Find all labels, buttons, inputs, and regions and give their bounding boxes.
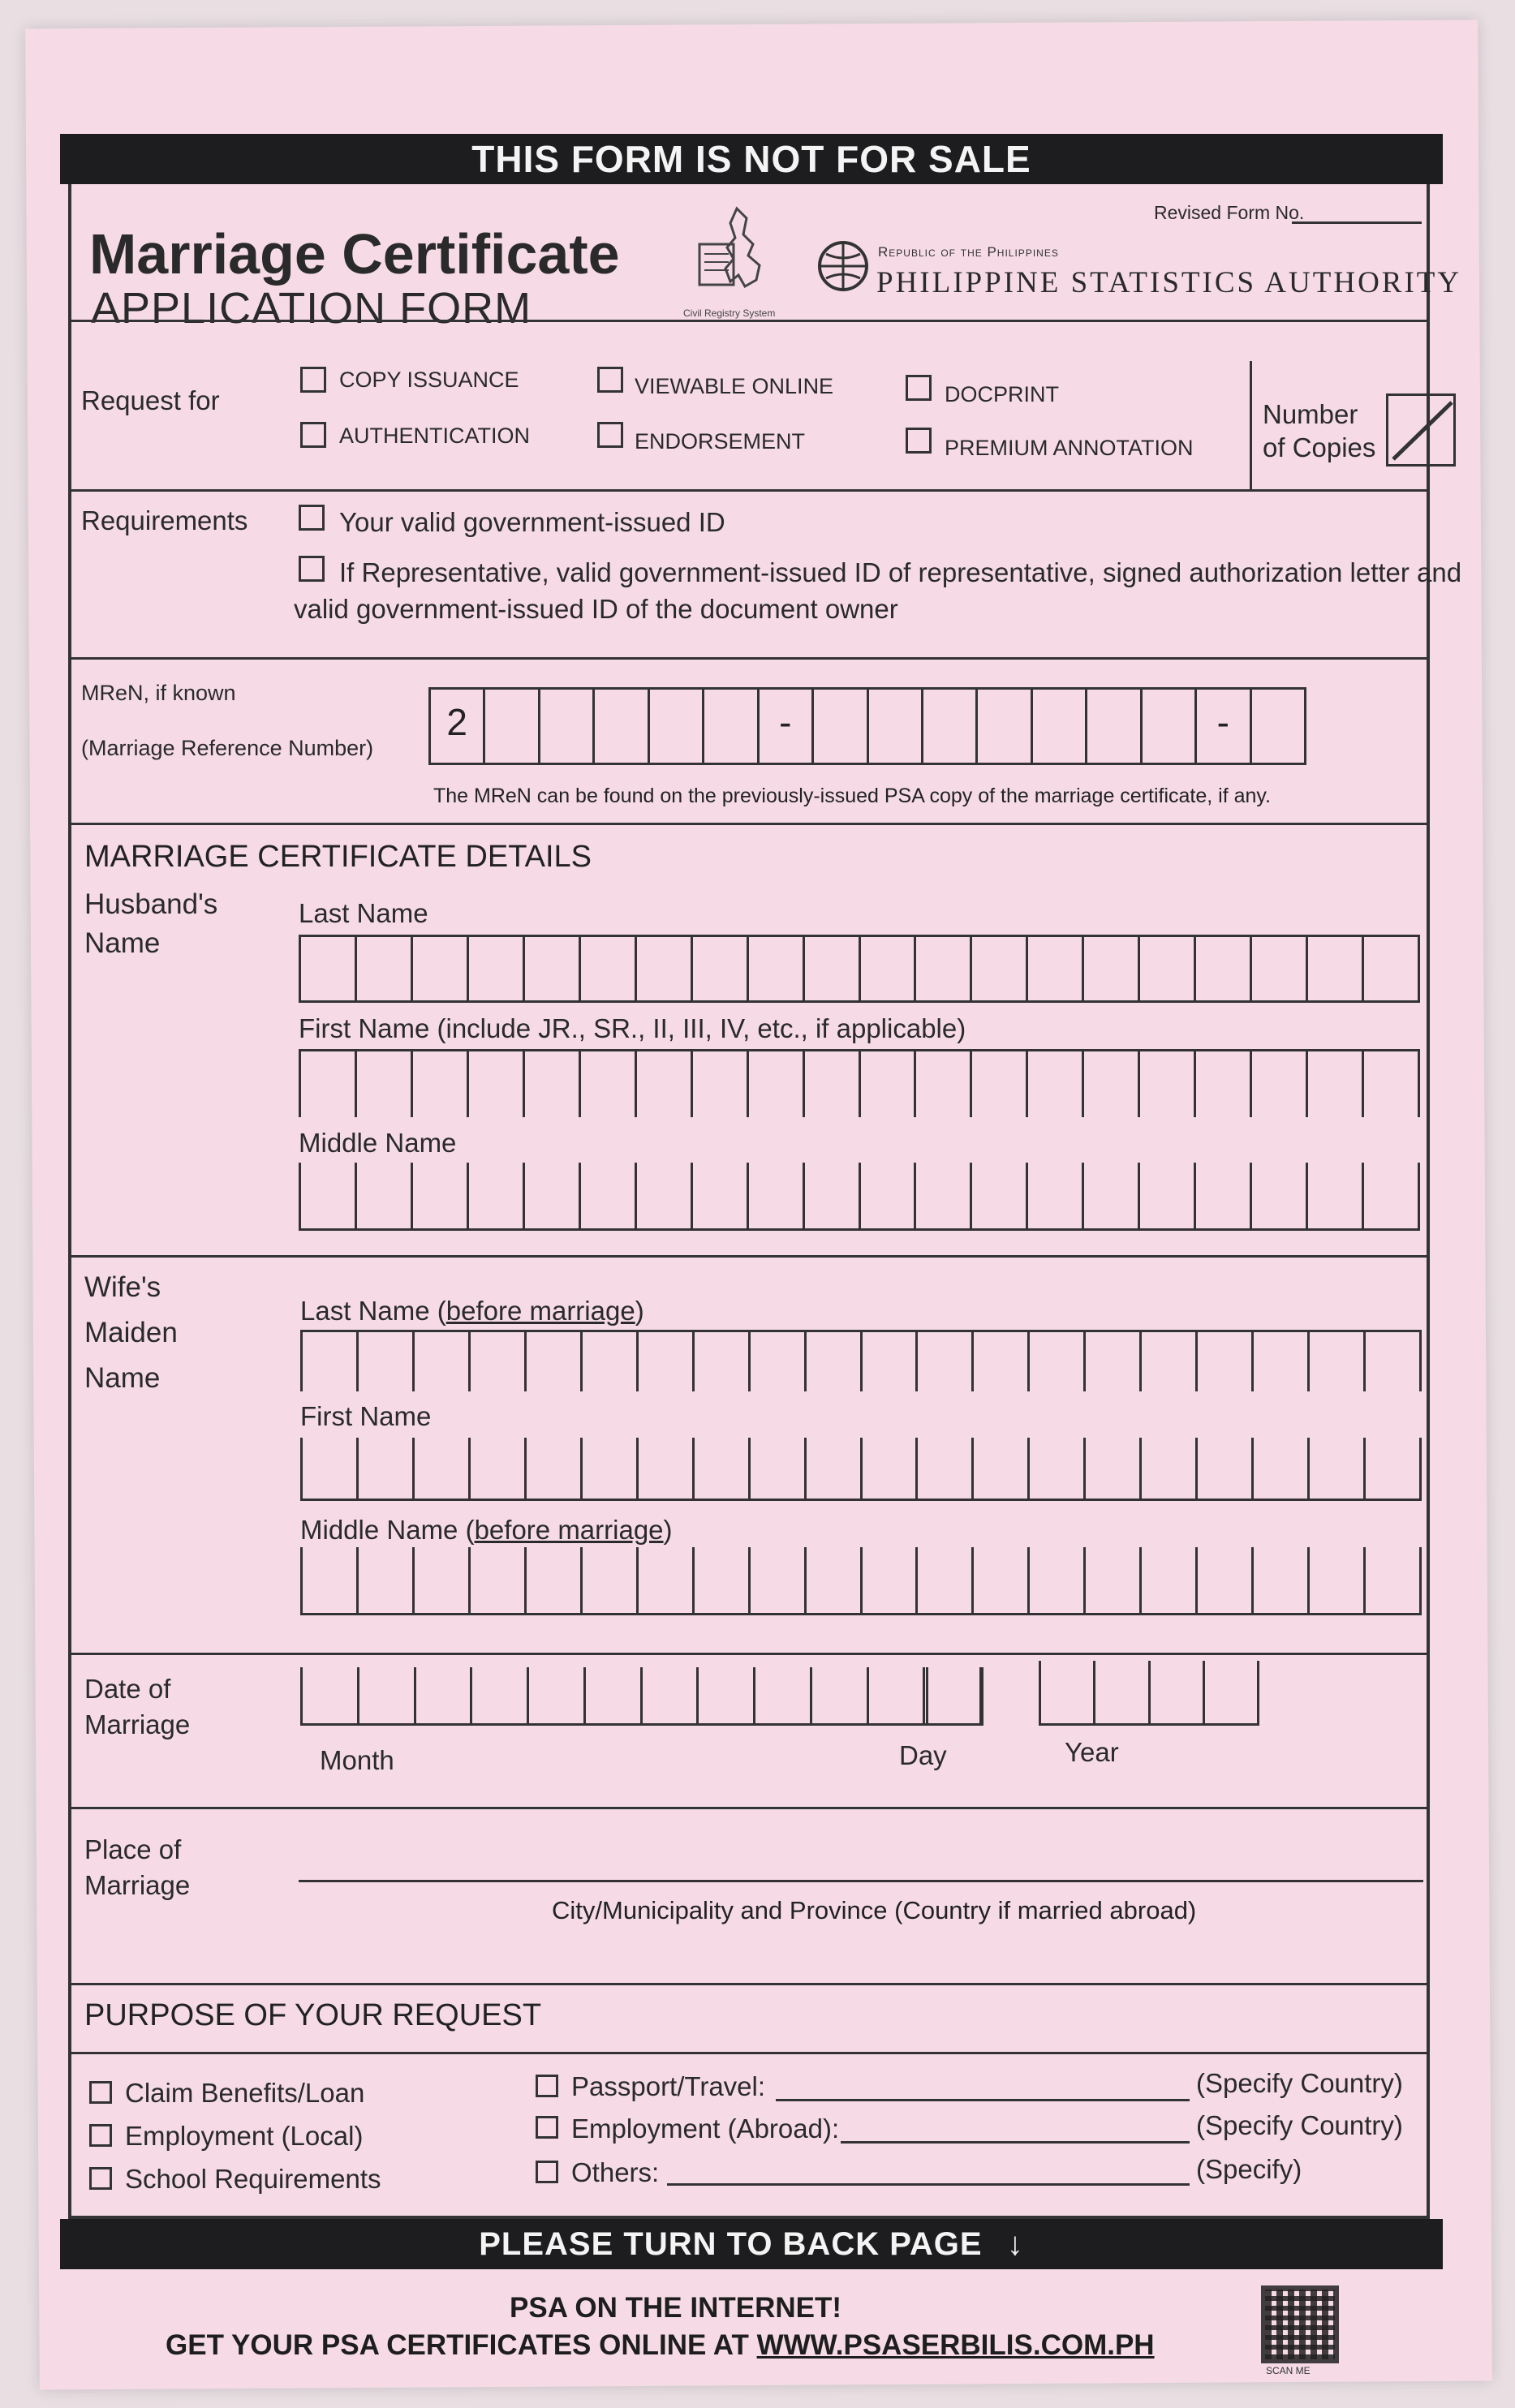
request-for-label: Request for	[81, 385, 220, 415]
copies-label-2: of Copies	[1263, 432, 1376, 462]
others-checkbox[interactable]	[536, 2161, 558, 2183]
employment-hint: (Specify Country)	[1196, 2110, 1403, 2140]
revised-form-field[interactable]	[1292, 221, 1422, 224]
passport-hint: (Specify Country)	[1196, 2068, 1403, 2098]
others-label: Others:	[571, 2157, 660, 2187]
employment-country-field[interactable]	[841, 2141, 1190, 2144]
husband-last-name-label: Last Name	[299, 898, 428, 928]
day-boxes[interactable]	[873, 1667, 983, 1726]
others-specify-field[interactable]	[667, 2183, 1190, 2186]
place-label-2: Marriage	[84, 1870, 191, 1900]
premium-annotation-checkbox[interactable]	[906, 428, 932, 454]
divider	[71, 489, 1427, 492]
application-form	[60, 134, 1462, 2376]
mren-label: MReN, if known	[81, 681, 236, 705]
wife-label-2: Maiden	[84, 1317, 178, 1348]
agency-name: PHILIPPINE STATISTICS AUTHORITY	[876, 266, 1462, 299]
wife-first-name-label: First Name	[300, 1401, 432, 1431]
turn-page-banner	[60, 2219, 1443, 2269]
month-caption: Month	[320, 1745, 394, 1775]
wife-last-name-label: Last Name (before marriage)	[300, 1296, 644, 1326]
purpose-section-title: PURPOSE OF YOUR REQUEST	[84, 1998, 542, 2032]
others-hint: (Specify)	[1196, 2154, 1302, 2184]
premium-annotation-label: PREMIUM ANNOTATION	[945, 436, 1194, 460]
husband-middle-name-label: Middle Name	[299, 1128, 457, 1158]
representative-line1: If Representative, valid government-issued ID of representative, signed authorization letter and	[339, 557, 1462, 587]
form-subtitle: APPLICATION FORM	[91, 284, 532, 333]
republic-text: Republic of the Philippines	[878, 244, 1059, 260]
passport-country-field[interactable]	[776, 2099, 1190, 2101]
employment-abroad-label: Employment (Abroad):	[571, 2113, 840, 2144]
place-of-marriage-field[interactable]	[299, 1880, 1423, 1882]
husband-label-2: Name	[84, 927, 161, 959]
form-frame	[68, 184, 1462, 2219]
copies-label-1: Number	[1263, 399, 1358, 429]
mren-dash: -	[760, 690, 814, 763]
representative-checkbox[interactable]	[299, 556, 325, 582]
details-section-title: MARRIAGE CERTIFICATE DETAILS	[84, 840, 592, 874]
form-title: Marriage Certificate	[89, 222, 620, 286]
claim-benefits-label: Claim Benefits/Loan	[125, 2078, 365, 2108]
divider	[71, 1807, 1427, 1809]
endorsement-checkbox[interactable]	[597, 422, 623, 448]
revised-form-label: Revised Form No.	[1154, 202, 1305, 223]
mren-box-row[interactable]	[428, 687, 1306, 765]
divider	[71, 1255, 1427, 1258]
viewable-online-label: VIEWABLE ONLINE	[635, 374, 834, 398]
place-caption: City/Municipality and Province (Country if married abroad)	[552, 1896, 1197, 1924]
valid-id-checkbox[interactable]	[299, 505, 325, 531]
mren-digit: 2	[431, 690, 485, 763]
divider	[71, 320, 1427, 322]
psaserbilis-link[interactable]: WWW.PSASERBILIS.COM.PH	[756, 2329, 1155, 2361]
place-label-1: Place of	[84, 1834, 182, 1864]
husband-first-name-label: First Name (include JR., SR., II, III, IV, etc., if applicable)	[299, 1013, 966, 1043]
psa-globe-icon	[816, 239, 870, 293]
mren-note: The MReN can be found on the previously-issued PSA copy of the marriage certificate, if any.	[433, 785, 1272, 807]
employment-local-checkbox[interactable]	[89, 2124, 112, 2147]
divider	[71, 657, 1427, 660]
representative-line2: valid government-issued ID of the document owner	[294, 594, 898, 624]
husband-last-name-boxes[interactable]	[299, 935, 1420, 1003]
school-requirements-checkbox[interactable]	[89, 2167, 112, 2190]
divider	[1250, 361, 1252, 489]
claim-benefits-checkbox[interactable]	[89, 2081, 112, 2104]
year-boxes[interactable]	[1039, 1661, 1259, 1726]
passport-travel-label: Passport/Travel:	[571, 2071, 766, 2101]
wife-label-3: Name	[84, 1362, 161, 1394]
passport-travel-checkbox[interactable]	[536, 2075, 558, 2097]
number-of-copies-field[interactable]	[1386, 393, 1456, 467]
philippines-map-logo	[688, 202, 794, 307]
scan-me-label: SCAN ME	[1266, 2365, 1311, 2376]
arrow-down-icon: ↓	[1006, 2226, 1024, 2262]
copy-issuance-label: COPY ISSUANCE	[339, 368, 519, 392]
date-label-2: Marriage	[84, 1709, 191, 1739]
wife-first-name-boxes[interactable]	[300, 1438, 1422, 1501]
authentication-checkbox[interactable]	[300, 422, 326, 448]
divider	[71, 823, 1427, 825]
authentication-label: AUTHENTICATION	[339, 424, 530, 448]
wife-label-1: Wife's	[84, 1271, 161, 1303]
wife-middle-name-boxes[interactable]	[300, 1547, 1422, 1615]
requirements-label: Requirements	[81, 505, 248, 535]
divider	[71, 1653, 1427, 1655]
husband-first-name-boxes[interactable]	[299, 1049, 1420, 1117]
docprint-checkbox[interactable]	[906, 375, 932, 401]
employment-abroad-checkbox[interactable]	[536, 2116, 558, 2139]
turn-page-text: PLEASE TURN TO BACK PAGE	[479, 2226, 983, 2262]
husband-middle-name-boxes[interactable]	[299, 1163, 1420, 1231]
school-requirements-label: School Requirements	[125, 2164, 381, 2194]
mren-dash: -	[1197, 690, 1251, 763]
online-prefix: GET YOUR PSA CERTIFICATES ONLINE AT	[166, 2329, 749, 2361]
online-line	[166, 2329, 1155, 2362]
endorsement-label: ENDORSEMENT	[635, 429, 806, 454]
husband-label-1: Husband's	[84, 888, 218, 920]
mren-sublabel: (Marriage Reference Number)	[81, 736, 374, 760]
qr-code-icon[interactable]	[1261, 2285, 1339, 2363]
date-label-1: Date of	[84, 1674, 171, 1704]
employment-local-label: Employment (Local)	[125, 2121, 364, 2151]
viewable-online-checkbox[interactable]	[597, 367, 623, 393]
year-caption: Year	[1065, 1737, 1119, 1767]
crs-logo-text: Civil Registry System	[683, 307, 776, 319]
day-caption: Day	[899, 1740, 947, 1770]
wife-last-name-boxes[interactable]	[300, 1330, 1422, 1391]
divider	[71, 2052, 1427, 2054]
valid-id-label: Your valid government-issued ID	[339, 507, 725, 537]
wife-middle-name-label: Middle Name (before marriage)	[300, 1515, 673, 1545]
not-for-sale-banner: THIS FORM IS NOT FOR SALE	[60, 134, 1443, 184]
docprint-label: DOCPRINT	[945, 382, 1059, 406]
internet-line: PSA ON THE INTERNET!	[510, 2292, 841, 2324]
divider	[71, 1983, 1427, 1985]
copy-issuance-checkbox[interactable]	[300, 367, 326, 393]
